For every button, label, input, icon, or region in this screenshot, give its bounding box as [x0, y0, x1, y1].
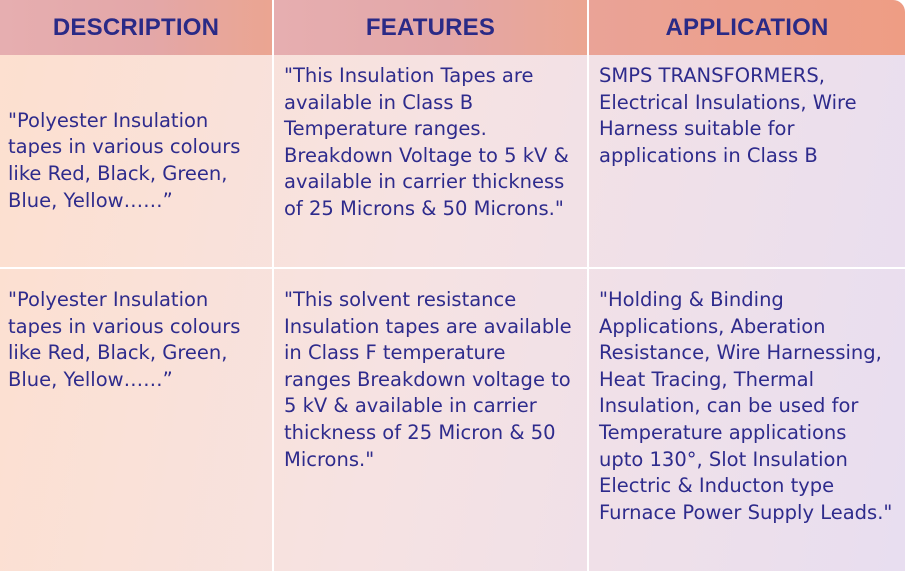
header-features: FEATURES: [273, 0, 588, 55]
table-row: [0, 55, 905, 268]
table-body: [0, 55, 905, 571]
row-1-application: SMPS TRANSFORMERS, Electrical Insulations, Wire Harness suitable for applications in Class B: [588, 55, 905, 268]
row-1-description: "Polyester Insulation tapes in various colours like Red, Black, Green, Blue, Yellow……”: [0, 55, 273, 268]
header-row: [0, 0, 905, 55]
header-application: APPLICATION: [588, 0, 905, 55]
row-2-description: "Polyester Insulation tapes in various colours like Red, Black, Green, Blue, Yellow……”: [0, 268, 273, 571]
row-2-features: "This solvent resistance Insulation tapes are available in Class F temperature ranges Breakdown voltage to 5 kV & available in carrier thickness of 25 Micron & 50 Microns.": [273, 268, 588, 571]
row-2-application: "Holding & Binding Applications, Aberation Resistance, Wire Harnessing, Heat Tracing, Thermal Insulation, can be used for Temperature applications upto 130°, Slot Insulation Electric & Inducton type Furnace Power Supply Leads.": [599, 288, 893, 524]
table-row: [0, 268, 905, 571]
header-description: DESCRIPTION: [0, 0, 273, 55]
table-header: [0, 0, 905, 55]
row-1-features: "This Insulation Tapes are available in Class B Temperature ranges. Breakdown Voltage to 5 kV & available in carrier thickness of 25 Microns & 50 Microns.": [273, 55, 588, 268]
